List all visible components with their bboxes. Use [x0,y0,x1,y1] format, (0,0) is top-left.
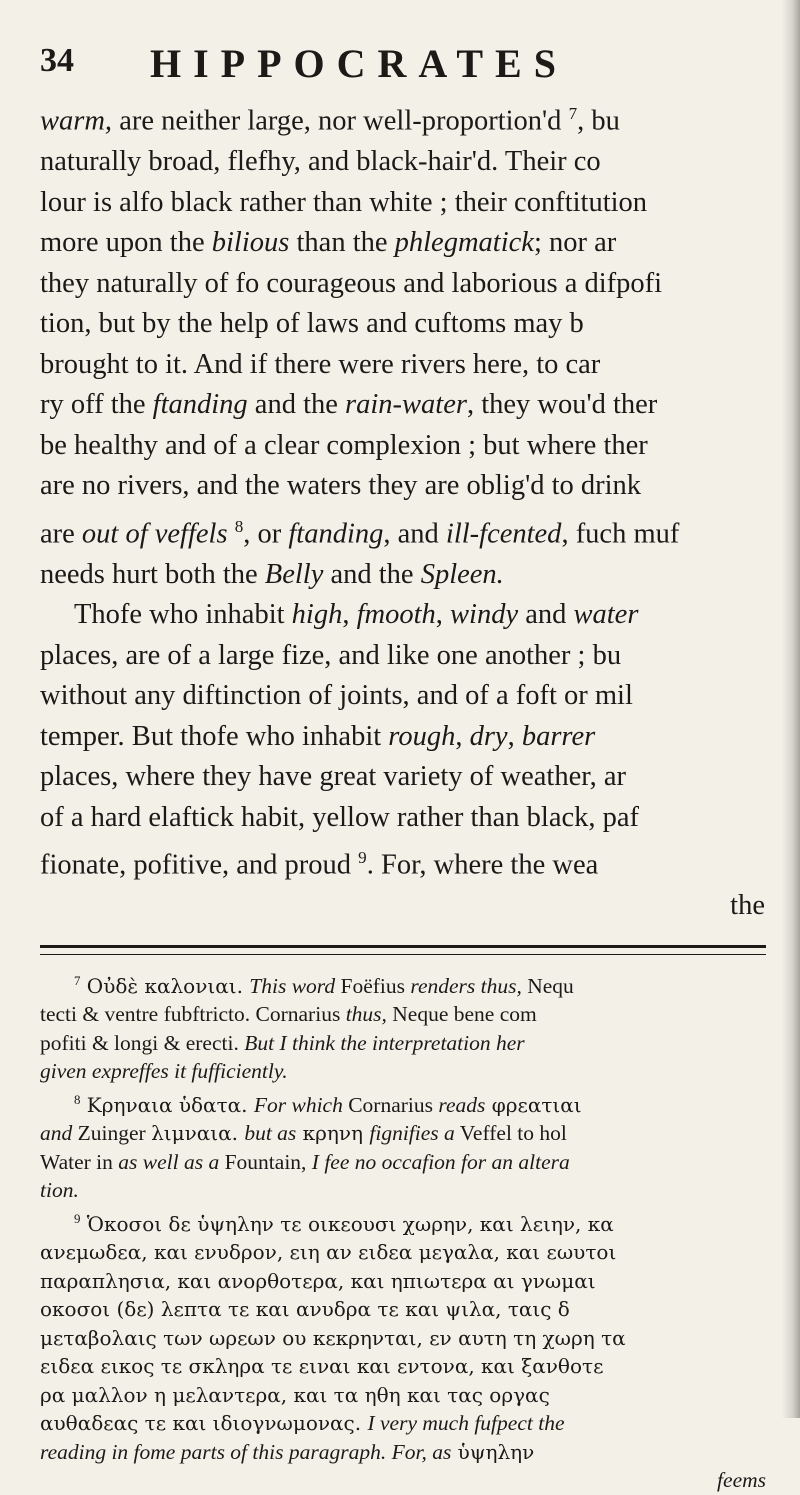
footnote-marker: 7 [568,104,578,123]
text-run: and the [247,389,346,420]
italic-text: and [40,1121,73,1146]
text-line [40,94,765,142]
text-line [40,264,765,305]
text-run: , fuch muf [561,518,680,549]
italic-text: For which [253,1092,343,1117]
italic-text: thus, [345,1002,387,1027]
footnote-line [40,1352,766,1381]
footnote-line [40,1238,766,1267]
footnote-line [40,1086,766,1120]
running-title: HIPPOCRATES [150,41,568,86]
italic-text: warm, [40,105,113,137]
text-run: Water in [40,1149,119,1174]
text-line [40,676,765,717]
text-run: and the [323,558,421,590]
page-number: 34 [40,42,74,79]
text-run: Thofe who inhabit [74,599,292,630]
footnote-marker: 8 [234,516,244,536]
italic-text: renders thus, [410,973,522,998]
footnote-line [40,967,766,1001]
italic-text: water [573,599,639,630]
italic-text: But I think the interpretation her [244,1030,525,1055]
footnote-line [40,1409,766,1438]
text-run: , or [243,518,289,549]
footnotes [40,967,766,1495]
text-run: needs hurt both the [40,558,265,590]
text-line [40,555,765,596]
italic-text: phlegmatick [394,227,534,258]
italic-text: feems [717,1468,766,1493]
text-run: Fountain, [219,1149,312,1174]
footnote-divider [40,945,766,955]
greek-text: αυθαδεας τε και ιδιογνωμονας. [40,1411,368,1436]
text-run: are [40,518,82,549]
footnote-line [40,1205,766,1239]
text-run: , [507,720,522,752]
greek-text: λιμναια. [151,1121,245,1146]
text-run: naturally broad, flefhy, and black-hair'd. Their co [40,146,601,177]
text-run: are no rivers, and the waters they are oblig'd to drink [40,470,642,501]
text-run: than the [289,227,395,258]
footnote-line [40,1324,766,1353]
footnote-marker: 8 [74,1092,81,1107]
text-run: tion, but by the help of laws and cuftoms may b [40,308,584,339]
text-run: without any diftinction of joints, and of a foft or mil [40,680,633,711]
text-line [40,717,765,758]
text-line [40,223,765,264]
text-run: ry off the [40,389,153,420]
text-line [40,304,765,345]
italic-text: windy [450,599,519,630]
italic-text: reading in fome parts of this paragraph. For, as [40,1439,452,1464]
text-run: be healthy and of a clear complexion ; but where ther [40,429,648,461]
greek-text: μεταβολαις των ωρεων ου κεκρηνται, εν αυτη τη χωρη τα [40,1325,626,1350]
text-line [40,385,765,426]
greek-text: οκοσοι (δε) λεπτα τε και ανυδρα τε και ψιλα, ταις δ [40,1297,570,1322]
text-run: temper. But thofe who inhabit [40,720,389,752]
text-run: more upon the [40,227,212,258]
footnote-line [40,1176,766,1205]
italic-text: This word [249,973,336,998]
text-run: , and [383,518,446,549]
footnote-line [40,1381,766,1410]
text-run: Nequ [521,973,574,998]
text-run: of a hard elaftick habit, yellow rather than black, paf [40,801,640,833]
italic-text: Belly [264,558,324,590]
text-run: , bu [577,105,620,137]
italic-text: ftanding [288,518,384,549]
footnote-line [40,1438,766,1467]
text-line [40,798,765,839]
text-run: places, where they have great variety of weather, ar [40,761,626,792]
text-line [40,886,765,927]
text-run: , [342,599,357,630]
italic-text: dry [469,720,508,752]
italic-text: ill-fcented [445,518,562,549]
italic-text: bilious [211,227,290,258]
text-run [228,518,235,549]
text-run: Zuinger [72,1121,152,1146]
italic-text: ftanding [152,389,248,420]
text-line [40,466,765,507]
text-run: Foëfius [335,973,411,998]
greek-text: Οὐδὲ καλονιαι. [80,973,250,998]
greek-text: κρηνη [296,1121,370,1146]
text-run: Cornarius [342,1092,439,1117]
footnote-line [40,1000,766,1029]
page-edge-shadow [782,0,800,1418]
footnote-line [40,1119,766,1148]
italic-text: high [291,599,343,630]
text-line [40,838,765,886]
italic-text: rain-water [345,389,467,420]
footnote-line [40,1267,766,1296]
italic-text: given expreffes it fufficiently. [40,1059,288,1084]
text-line [40,183,765,224]
text-line [40,595,765,636]
text-run: . For, where the wea [366,849,599,881]
italic-text: barrer [521,720,596,752]
footnote-line [40,1029,766,1058]
text-line [40,426,765,467]
footnote-line [40,1466,766,1495]
text-line [40,345,765,386]
text-run: fionate, pofitive, and proud [40,849,359,881]
italic-text: out of veffels [81,518,228,549]
text-run: , they wou'd ther [466,389,658,420]
text-run: brought to it. And if there were rivers here, to car [40,348,601,380]
greek-text: Κρηναια ὑδατα. [80,1092,254,1117]
italic-text: but as [244,1121,297,1146]
footnote-line [40,1148,766,1177]
greek-text: ανεμωδεα, και ενυδρον, ειη αν ειδεα μεγαλα, και εωυτοι [40,1240,617,1265]
footnote-line [40,1295,766,1324]
greek-text: ὑψηλην [451,1439,535,1464]
text-run: the [730,890,765,921]
text-run: they naturally of fo courageous and laborious a difpofi [40,267,663,299]
greek-text: ρα μαλλον η μελαντερα, και τα ηθη και τας οργας [40,1382,550,1407]
italic-text: I fee no occafion for an altera [311,1149,570,1174]
footnote-line [40,1057,766,1086]
text-line [40,142,765,183]
italic-text: reads [438,1092,486,1117]
footnote-marker: 9 [74,1211,81,1226]
text-run: are neither large, nor well-proportion'd [112,105,569,137]
italic-text: Spleen. [420,558,504,590]
italic-text: I very much fufpect the [367,1411,565,1436]
italic-text: fignifies a [369,1121,455,1146]
text-run: pofiti & longi & erecti. [40,1030,245,1055]
text-run: , [455,720,470,752]
italic-text: rough [388,720,456,752]
page-header [40,38,764,94]
text-line [40,757,765,798]
italic-text: tion. [40,1178,79,1203]
text-run: ; nor ar [533,227,617,258]
footnote-marker: 9 [358,848,367,867]
text-run: Veffel to hol [454,1121,567,1146]
greek-text: παραπλησια, και ανορθοτερα, και ηπιωτερα αι γνωμαι [40,1268,596,1293]
text-line [40,636,765,677]
footnote-marker: 7 [74,973,81,988]
main-text [40,94,765,927]
italic-text: fmooth [356,599,436,630]
text-run: lour is alfo black rather than white ; their conftitution [40,186,648,218]
greek-text: ειδεα εικος τε σκληρα τε ειναι και εντονα, και ξανθοτε [40,1354,604,1379]
greek-text: φρεατιαι [485,1092,582,1117]
text-run: Neque bene com [386,1002,537,1027]
text-run: and [518,599,574,630]
text-run: tecti & ventre fubftricto. Cornarius [40,1002,346,1027]
text-run: places, are of a large fize, and like one another ; bu [40,639,622,671]
italic-text: as well as a [118,1149,220,1174]
text-run: , [435,599,451,630]
text-line [40,507,765,555]
greek-text: Ὁκοσοι δε ὑψηλην τε οικεουσι χωρην, και λειην, κα [80,1211,614,1236]
